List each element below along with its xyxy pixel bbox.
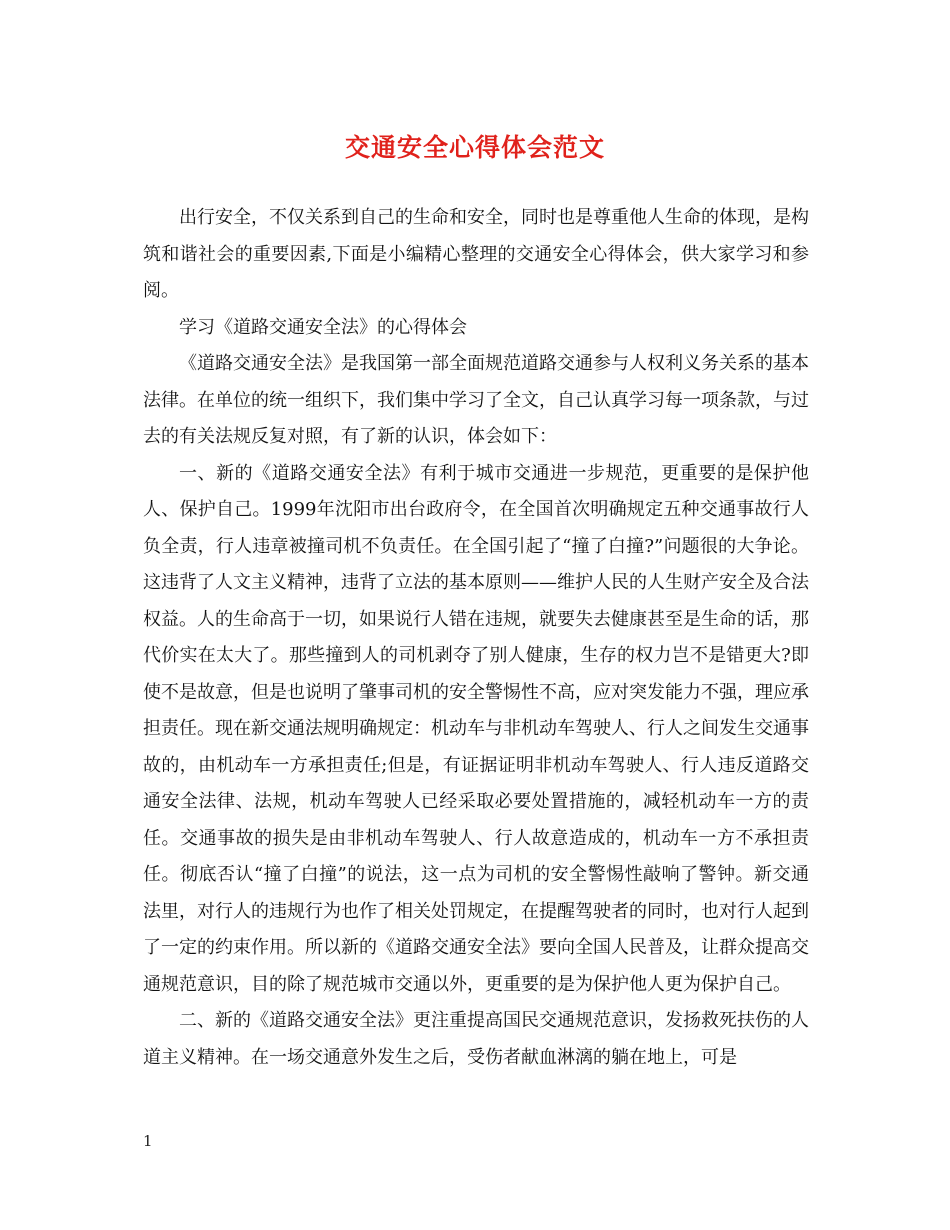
intro-paragraph: 出行安全，不仅关系到自己的生命和安全，同时也是尊重他人生命的体现，是构筑和谐社会的重要因素,下面是小编精心整理的交通安全心得体会，供大家学习和参阅。: [143, 207, 809, 301]
section-heading: 学习《道路交通安全法》的心得体会: [179, 316, 467, 338]
document-body: [143, 200, 809, 1076]
page-number: 1: [143, 1132, 153, 1150]
document-title: 交通安全心得体会范文: [344, 133, 605, 162]
body-paragraph: 二、新的《道路交通安全法》更注重提高国民交通规范意识，发扬救死扶伤的人道主义精神。在一场交通意外发生之后，受伤者献血淋漓的躺在地上，可是: [143, 1010, 809, 1068]
body-paragraph: 一、新的《道路交通安全法》有利于城市交通进一步规范，更重要的是保护他人、保护自己。1999年沈阳市出台政府令，在全国首次明确规定五种交通事故行人负全责，行人违章被撞司机不负责任。在全国引起了“撞了白撞?”问题很的大争论。这违背了人文主义精神，违背了立法的基本原则——维护人民的人生财产安全及合法权益。人的生命高于一切，如果说行人错在违规，就要失去健康甚至是生命的话，那代价实在太大了。那些撞到人的司机剥夺了别人健康，生存的权力岂不是错更大?即使不是故意，但是也说明了肇事司机的安全警惕性不高，应对突发能力不强，理应承担责任。现在新交通法规明确规定：机动车与非机动车驾驶人、行人之间发生交通事故的，由机动车一方承担责任;但是，有证据证明非机动车驾驶人、行人违反道路交通安全法律、法规，机动车驾驶人已经采取必要处置措施的，减轻机动车一方的责任。交通事故的损失是由非机动车驾驶人、行人故意造成的，机动车一方不承担责任。彻底否认“撞了白撞”的说法，这一点为司机的安全警惕性敲响了警钟。新交通法里，对行人的违规行为也作了相关处罚规定，在提醒驾驶者的同时，也对行人起到了一定的约束作用。所以新的《道路交通安全法》要向全国人民普及，让群众提高交通规范意识，目的除了规范城市交通以外，更重要的是为保护他人更为保护自己。: [143, 462, 809, 995]
body-paragraph: 《道路交通安全法》是我国第一部全面规范道路交通参与人权利义务关系的基本法律。在单位的统一组织下，我们集中学习了全文，自己认真学习每一项条款，与过去的有关法规反复对照，有了新的认识，体会如下：: [143, 353, 809, 447]
